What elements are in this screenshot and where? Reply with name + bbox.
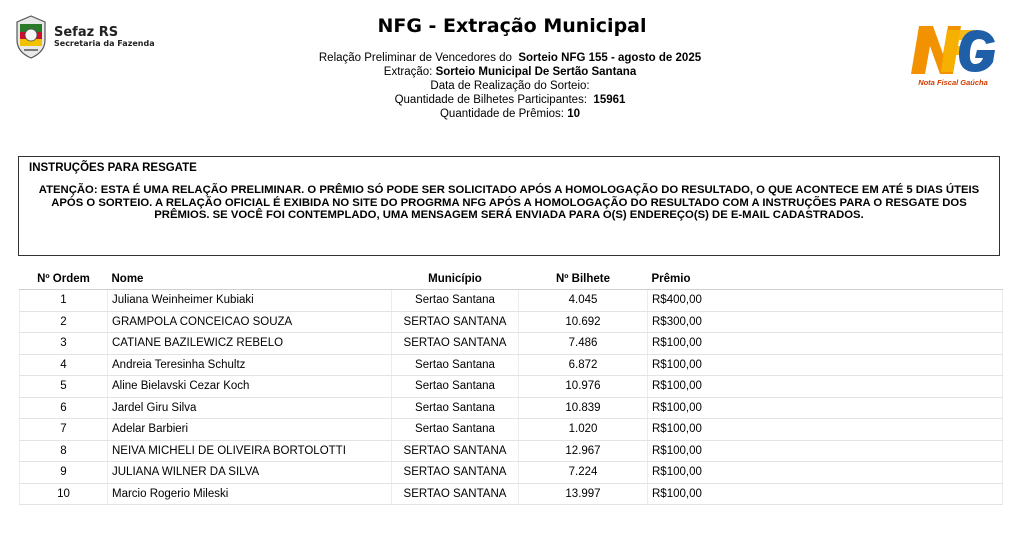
col-header-ordem: Nº Ordem [20, 268, 108, 290]
cell-ordem: 6 [20, 397, 108, 419]
cell-municipio: SERTAO SANTANA [392, 311, 519, 333]
cell-municipio: SERTAO SANTANA [392, 440, 519, 462]
cell-bilhete: 10.692 [519, 311, 648, 333]
cell-premio: R$100,00 [648, 397, 1003, 419]
cell-municipio: SERTAO SANTANA [392, 462, 519, 484]
table-row [20, 397, 1003, 419]
extracao-label: Extração: [383, 66, 433, 78]
table-row [20, 376, 1003, 398]
cell-municipio: Sertao Santana [392, 376, 519, 398]
page-title: NFG - Extração Municipal [377, 15, 647, 37]
cell-bilhete: 13.997 [519, 483, 648, 505]
col-header-nome: Nome [108, 268, 392, 290]
bilhetes-value: 15961 [593, 94, 626, 106]
table-row [20, 462, 1003, 484]
table-row [20, 483, 1003, 505]
cell-municipio: SERTAO SANTANA [392, 333, 519, 355]
extracao-value: Sorteio Municipal De Sertão Santana [435, 66, 637, 78]
cell-nome: Andreia Teresinha Schultz [108, 354, 392, 376]
cell-nome: Juliana Weinheimer Kubiaki [108, 290, 392, 312]
table-row [20, 440, 1003, 462]
cell-bilhete: 12.967 [519, 440, 648, 462]
cell-nome: CATIANE BAZILEWICZ REBELO [108, 333, 392, 355]
col-header-bilhete: Nº Bilhete [519, 268, 648, 290]
col-header-municipio: Município [392, 268, 519, 290]
table-row [20, 290, 1003, 312]
org-name: Sefaz RS [54, 24, 119, 40]
cell-bilhete: 7.224 [519, 462, 648, 484]
table-row [20, 354, 1003, 376]
cell-bilhete: 10.839 [519, 397, 648, 419]
premios-label: Quantidade de Prêmios: [439, 108, 565, 120]
cell-ordem: 7 [20, 419, 108, 441]
winners-table [19, 268, 1003, 505]
table-row [20, 419, 1003, 441]
cell-premio: R$100,00 [648, 333, 1003, 355]
instructions-box [18, 156, 1000, 256]
cell-ordem: 2 [20, 311, 108, 333]
cell-nome: GRAMPOLA CONCEICAO SOUZA [108, 311, 392, 333]
cell-premio: R$100,00 [648, 440, 1003, 462]
cell-nome: NEIVA MICHELI DE OLIVEIRA BORTOLOTTI [108, 440, 392, 462]
table-row [20, 333, 1003, 355]
table-row [20, 311, 1003, 333]
cell-ordem: 10 [20, 483, 108, 505]
cell-municipio: Sertao Santana [392, 397, 519, 419]
cell-nome: Aline Bielavski Cezar Koch [108, 376, 392, 398]
org-subtitle: Secretaria da Fazenda [54, 38, 155, 48]
cell-nome: Marcio Rogerio Mileski [108, 483, 392, 505]
cell-bilhete: 7.486 [519, 333, 648, 355]
cell-bilhete: 10.976 [519, 376, 648, 398]
cell-nome: Adelar Barbieri [108, 419, 392, 441]
cell-bilhete: 4.045 [519, 290, 648, 312]
cell-premio: R$100,00 [648, 376, 1003, 398]
cell-ordem: 8 [20, 440, 108, 462]
cell-nome: Jardel Giru Silva [108, 397, 392, 419]
cell-ordem: 9 [20, 462, 108, 484]
relacao-value: Sorteio NFG 155 - agosto de 2025 [518, 52, 702, 64]
instructions-body: ATENÇÃO: ESTA É UMA RELAÇÃO PRELIMINAR. O PRÊMIO SÓ PODE SER SOLICITADO APÓS A HOMOLOGAÇÃO DO RESULTADO, O QUE ACONTECE EM ATÉ 5 DIAS ÚTEIS APÓS O SORTEIO. A RELAÇÃO OFICIAL É EXIBIDA NO SITE DO PROGRMA NFG APÓS A HOMOLOGAÇÃO DO RESULTADO COM A INSTRUÇÕES PARA O RESGATE DOS PRÊMIOS. SE VOCÊ FOI CONTEMPLADO, UMA MENSAGEM SERÁ ENVIADA PARA O(S) ENDEREÇO(S) DE E-MAIL CADASTRADOS. [38, 184, 980, 221]
cell-ordem: 3 [20, 333, 108, 355]
cell-ordem: 4 [20, 354, 108, 376]
cell-municipio: Sertao Santana [392, 354, 519, 376]
nfg-logo-caption: Nota Fiscal Gaúcha [918, 78, 988, 87]
cell-premio: R$100,00 [648, 483, 1003, 505]
table-header-row [20, 268, 1003, 290]
cell-premio: R$100,00 [648, 462, 1003, 484]
premios-value: 10 [567, 108, 581, 120]
cell-bilhete: 6.872 [519, 354, 648, 376]
col-header-premio: Prêmio [648, 268, 1003, 290]
cell-nome: JULIANA WILNER DA SILVA [108, 462, 392, 484]
relacao-label: Relação Preliminar de Vencedores do [318, 52, 512, 64]
cell-premio: R$400,00 [648, 290, 1003, 312]
cell-bilhete: 1.020 [519, 419, 648, 441]
cell-premio: R$100,00 [648, 419, 1003, 441]
draw-info [270, 51, 750, 121]
instructions-heading: INSTRUÇÕES PARA RESGATE [29, 162, 197, 174]
data-label: Data de Realização do Sorteio: [430, 80, 590, 92]
cell-premio: R$100,00 [648, 354, 1003, 376]
cell-municipio: Sertao Santana [392, 290, 519, 312]
cell-premio: R$300,00 [648, 311, 1003, 333]
cell-ordem: 5 [20, 376, 108, 398]
cell-municipio: Sertao Santana [392, 419, 519, 441]
bilhetes-label: Quantidade de Bilhetes Participantes: [394, 94, 588, 106]
cell-municipio: SERTAO SANTANA [392, 483, 519, 505]
cell-ordem: 1 [20, 290, 108, 312]
